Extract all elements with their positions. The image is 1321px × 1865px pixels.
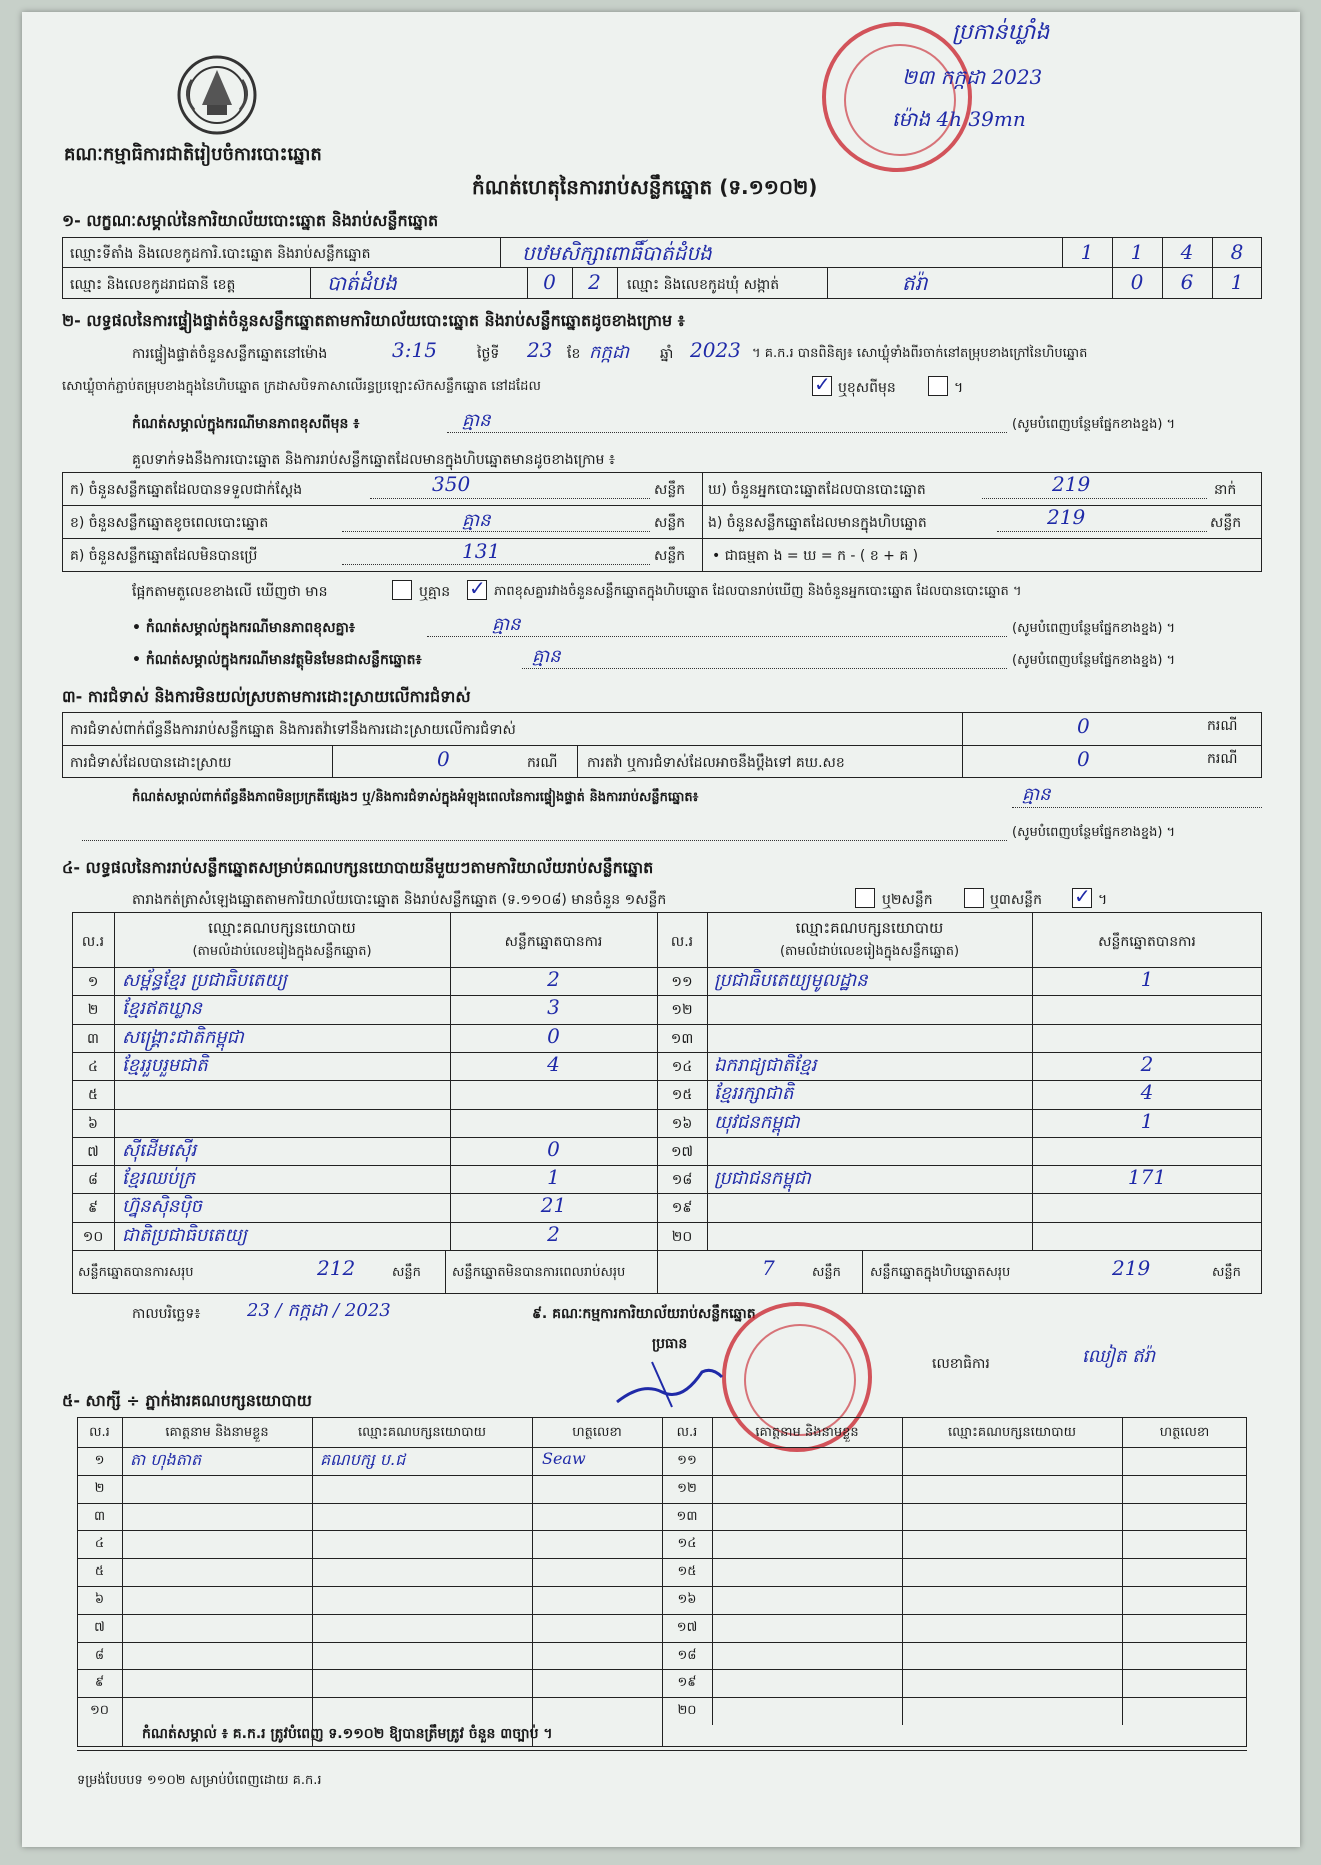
section2-heading: ២- លទ្ធផលនៃការផ្ទៀងផ្ទាត់ចំនួនសន្លឹកឆ្នោតតាមការិយាល័យបោះឆ្នោត និងរាប់សន្លឹកឆ្នោតដូចខាងក្រោម ៖: [62, 311, 685, 330]
party-row-no: ២: [87, 1002, 99, 1019]
row-c-value: 131: [462, 539, 501, 563]
witness-row-name: តា ហុងតាត: [130, 1450, 202, 1469]
row-d-value: 219: [1052, 472, 1091, 496]
total-valid-label: សន្លឹកឆ្នោតបានការសរុប: [78, 1265, 194, 1280]
party-col-no-right: ល.រ: [670, 934, 694, 950]
row-a-unit: សន្លឹក: [654, 482, 686, 498]
verify-text-c: ខែ: [567, 346, 581, 362]
form-type-note: ទម្រង់បែបបទ ១១០២ សម្រាប់បំពេញដោយ គ.ក.រ: [77, 1773, 322, 1788]
section4-heading: ៤- លទ្ធផលនៃការរាប់សន្លឹកឆ្នោតសម្រាប់គណបក្សនយោបាយនីមួយៗតាមការិយាល័យរាប់សន្លឹកឆ្នោត: [62, 858, 654, 877]
verify-month: កក្កដា: [589, 342, 629, 363]
party-row-name: ស៊ីដើមស៊ើរ: [122, 1139, 197, 1161]
witness-col-no-left: ល.រ: [89, 1425, 110, 1440]
party-row-name: យុវជនកម្ពុជា: [714, 1111, 800, 1133]
witness-row-no: ១: [94, 1453, 105, 1468]
note1-label: កំណត់សម្គាល់ក្នុងករណីមានភាពខុសពីមុន ៖: [132, 416, 360, 432]
receipt-note-line3: ម៉ោង 4h 39mn: [892, 107, 1026, 131]
party-row-name: ឯករាជ្យជាតិខ្មែរ: [714, 1054, 817, 1076]
commune-code-3: 1: [1230, 270, 1244, 294]
station-code-4: 8: [1230, 240, 1244, 264]
party-row-no: ១: [87, 974, 99, 990]
commune-value: ឥរ៉ា: [902, 271, 928, 295]
chair-label: ប្រធាន: [652, 1336, 688, 1352]
party-row-no: ១៥: [671, 1087, 693, 1104]
total-box-unit: សន្លឹក: [1212, 1265, 1241, 1280]
witness-row-no: ៩: [94, 1675, 105, 1691]
party-row-no: ៧: [87, 1143, 99, 1160]
difference-text-a: ផ្អែកតាមតួលេខខាងលើ ឃើញថា មាន: [132, 584, 328, 600]
objection-fill-hint: (សូមបំពេញបន្ថែមផ្នែកខាងខ្នង) ។: [1012, 825, 1176, 840]
party-row-no: ១៩: [671, 1200, 693, 1217]
party-col-no-left: ល.រ: [81, 934, 105, 950]
commune-code-2: 6: [1180, 270, 1194, 294]
witness-col-sign-left: ហត្ថលេខា: [572, 1425, 622, 1440]
section1-heading: ១- លក្ខណៈសម្គាល់នៃការិយាល័យបោះឆ្នោត និងរាប់សន្លឹកឆ្នោត: [62, 211, 439, 230]
witness-col-name-right: គោត្តនាម និងនាមខ្លួន: [755, 1425, 859, 1440]
note1-fill-hint: (សូមបំពេញបន្ថែមផ្នែកខាងខ្នង) ។: [1012, 417, 1176, 432]
party-col-name-sub-left: (តាមលំដាប់លេខរៀងក្នុងសន្លឹកឆ្នោត): [192, 944, 372, 959]
witness-row-signature: Seaw: [542, 1449, 586, 1468]
total-box-label: សន្លឹកឆ្នោតក្នុងហិបឆ្នោតសរុប: [870, 1265, 1011, 1280]
party-col-name-left: ឈ្មោះគណបក្សនយោបាយ: [208, 919, 356, 937]
row-b-unit: សន្លឹក: [654, 515, 686, 531]
row-b-label: ខ) ចំនួនសន្លឹកឆ្នោតខូចពេលបោះឆ្នោត: [70, 515, 269, 531]
party-col-name-sub-right: (តាមលំដាប់លេខរៀងក្នុងសន្លឹកឆ្នោត): [779, 944, 960, 959]
row-e-unit: សន្លឹក: [1210, 515, 1242, 531]
different-checkbox[interactable]: [928, 376, 948, 396]
objection-row1-value: 0: [1077, 714, 1090, 738]
total-invalid-label: សន្លឹកឆ្នោតមិនបានការពេលរាប់សរុប: [452, 1265, 626, 1280]
witness-row-no: ១៨: [677, 1647, 697, 1663]
witness-col-name-left: គោត្តនាម និងនាមខ្លួន: [165, 1425, 269, 1440]
note2-value: គ្មាន: [492, 614, 521, 635]
witness-row-no: ៤: [94, 1536, 105, 1552]
party-row-no: ១១: [671, 974, 693, 990]
witness-row-no: ១១: [677, 1453, 697, 1468]
party-row-no: ៥: [88, 1087, 98, 1104]
witness-row-no: ២០: [677, 1703, 697, 1719]
station-code-3: 4: [1180, 240, 1194, 264]
pages-3-checkbox[interactable]: [1072, 888, 1092, 908]
objection-row3-unit: ករណី: [1207, 751, 1238, 767]
province-value: បាត់ដំបង: [327, 271, 397, 295]
objection-row2-label: ការជំទាស់ដែលបានដោះស្រាយ: [70, 755, 232, 771]
difference-text-b: ឬគ្មាន: [419, 584, 451, 600]
party-row-name: សង្គ្រោះជាតិកម្ពុជា: [122, 1026, 244, 1048]
secretary-value: ឈៀត ឥរ៉ា: [1082, 1346, 1156, 1367]
total-valid-value: 212: [317, 1256, 356, 1280]
witness-col-party-right: ឈ្មោះគណបក្សនយោបាយ: [948, 1425, 1076, 1440]
station-code-2: 1: [1130, 240, 1144, 264]
party-row-no: ១៦: [671, 1115, 693, 1132]
party-row-name: ខ្មែររក្សាជាតិ: [714, 1083, 794, 1105]
difference-text-c: ភាពខុសគ្នារវាងចំនួនសន្លឹកឆ្នោតក្នុងហិបឆ្នោត ដែលបានរាប់ឃើញ និងចំនួនអ្នកបោះឆ្នោត ដែលបានបោះឆ្នោត ។: [494, 584, 1022, 599]
objection-row1-unit: ករណី: [1207, 718, 1238, 734]
receipt-note-line2: ២៣ កក្កដា 2023: [902, 65, 1043, 89]
party-row-no: ៤: [88, 1058, 98, 1075]
receipt-note-line1: ប្រកាន់ឃ្លាំង: [952, 20, 1050, 45]
note3-fill-hint: (សូមបំពេញបន្ថែមផ្នែកខាងខ្នង) ។: [1012, 653, 1176, 668]
agency-name: គណៈកម្មាធិការជាតិរៀបចំការបោះឆ្នោត: [64, 144, 322, 165]
row-a-value: 350: [432, 472, 471, 496]
party-row-no: ៦: [88, 1115, 98, 1132]
party-col-name-right: ឈ្មោះគណបក្សនយោបាយ: [795, 919, 944, 937]
objection-row2-unit: ករណី: [527, 755, 558, 771]
party-row-name: ជាតិប្រជាធិបតេយ្យ: [122, 1224, 247, 1246]
objection-note-value: គ្មាន: [1022, 784, 1051, 805]
party-row-votes: 0: [547, 1136, 560, 1161]
secretary-label: លេខាធិការ: [932, 1356, 990, 1372]
party-row-votes: 1: [1140, 1108, 1154, 1133]
commune-label: ឈ្មោះ និងលេខកូដឃុំ សង្កាត់: [627, 277, 780, 293]
row-b-value: គ្មាន: [462, 510, 491, 531]
party-col-votes-left: សន្លឹកឆ្នោតបានការ: [504, 934, 603, 950]
pages-opt2-label: ឬ២សន្លឹក: [882, 892, 933, 908]
witness-row-no: ១៤: [677, 1536, 697, 1552]
party-row-name: ខ្មែរឈប់ក្រ: [122, 1168, 196, 1190]
date-label: កាលបរិច្ឆេទ៖: [132, 1306, 201, 1322]
party-row-name: ប្រជាជនកម្ពុជា: [714, 1168, 811, 1190]
party-row-name: ខ្មែរឥតឃ្លាន: [122, 998, 202, 1020]
objection-row3-label: ការតវ៉ា ឬការជំទាស់ដែលអាចនឹងប្តឹងទៅ គឃ.សខ: [587, 755, 845, 771]
formula: • ជាធម្មតា ង = ឃ = ក - ( ខ + គ ): [712, 548, 919, 564]
verify-text-d: ឆ្នាំ: [660, 346, 674, 362]
witness-row-no: ៧: [94, 1619, 105, 1635]
commune-code-1: 0: [1130, 270, 1144, 294]
party-row-no: ៨: [88, 1172, 98, 1189]
verify-text-f: សោឃ្លុំចាក់ភ្ជាប់តម្រុបខាងក្នុងនៃហិបឆ្នោត ក្រដាសបិទភាសាលើរន្ធប្រឡោះស៊កសន្លឹកឆ្នោត នៅដដែល: [62, 379, 541, 394]
witness-row-no: ១៦: [677, 1592, 697, 1607]
province-code-1: 0: [543, 270, 556, 294]
party-row-votes: 2: [1140, 1051, 1154, 1076]
witness-row-no: ១៣: [676, 1508, 698, 1524]
party-row-votes: 21: [540, 1193, 567, 1218]
party-row-name: ហ្វ៊ុនស៊ិនប៉ិច: [122, 1196, 202, 1218]
party-row-votes: 0: [547, 1023, 560, 1048]
witness-row-no: ៥: [94, 1564, 105, 1580]
party-row-no: ១៤: [671, 1058, 693, 1075]
national-emblem-icon: [172, 50, 262, 140]
witness-col-sign-right: ហត្ថលេខា: [1159, 1425, 1210, 1440]
party-row-votes: 1: [547, 1165, 560, 1190]
objection-note-label: កំណត់សម្គាល់ពាក់ព័ន្ធនឹងភាពមិនប្រក្រតីផ្សេងៗ ឬ/និងការជំទាស់ក្នុងអំឡុងពេលនៃការផ្ទៀងផ្ទាត់ និងការរាប់សន្លឹកឆ្នោត៖: [132, 790, 699, 805]
party-row-votes: 171: [1127, 1165, 1167, 1190]
party-row-votes: 4: [547, 1051, 560, 1076]
section3-heading: ៣- ការជំទាស់ និងការមិនយល់ស្របតាមការដោះស្រាយលើការជំទាស់: [62, 687, 471, 706]
party-row-votes: 1: [1140, 967, 1154, 991]
witness-col-no-right: ល.រ: [676, 1425, 698, 1440]
note3-value: គ្មាន: [532, 646, 561, 667]
witness-row-no: ៨: [94, 1647, 105, 1663]
note3-label: • កំណត់សម្គាល់ក្នុងករណីមានវត្ថុមិនមែនជាសន្លឹកឆ្នោត៖: [132, 652, 422, 668]
pages-2-checkbox[interactable]: [964, 888, 984, 908]
party-row-votes: 2: [547, 967, 560, 991]
witness-row-no: ២: [94, 1480, 105, 1496]
party-row-name: ខ្មែររួបរួមជាតិ: [122, 1054, 208, 1076]
verify-day: 23: [527, 338, 553, 362]
party-col-votes-right: សន្លឹកឆ្នោតបានការ: [1098, 934, 1196, 950]
no-difference-checkbox[interactable]: [467, 580, 487, 600]
witness-row-no: ៣: [93, 1508, 106, 1524]
pages-text: តារាងកត់ត្រាសំឡេងឆ្នោតតាមការិយាល័យបោះឆ្នោត និងរាប់សន្លឹកឆ្នោត (ទ.១១០៨) មានចំនួន ១សន្លឹក: [132, 892, 667, 908]
total-invalid-unit: សន្លឹក: [812, 1265, 841, 1280]
party-row-no: ១៨: [671, 1172, 693, 1189]
intact-checkbox[interactable]: [812, 376, 832, 396]
party-row-votes: 4: [1140, 1080, 1154, 1105]
chair-signature-icon: [612, 1352, 732, 1412]
party-row-no: ២០: [671, 1228, 693, 1245]
row-e-value: 219: [1047, 505, 1086, 529]
station-name-value: បឋមសិក្សាពោធិ៍បាត់ដំបង: [522, 241, 712, 265]
station-code-1: 1: [1080, 240, 1094, 264]
party-row-name: ប្រជាធិបតេយ្យមូលដ្ឋាន: [714, 970, 868, 991]
verify-text-b: ថ្ងៃទី: [477, 346, 500, 362]
row-c-label: គ) ចំនួនសន្លឹកឆ្នោតដែលមិនបានប្រើ: [70, 548, 258, 564]
results-intro: គួលទាក់ទងនឹងការបោះឆ្នោត និងការរាប់សន្លឹកឆ្នោតដែលមានក្នុងហិបឆ្នោតមានដូចខាងក្រោម ៖: [132, 452, 616, 468]
row-a-label: ក) ចំនួនសន្លឹកឆ្នោតដែលបានទទួលជាក់ស្តែង: [70, 482, 303, 498]
witness-row-no: ១៧: [676, 1619, 698, 1635]
row-e-label: ង) ចំនួនសន្លឹកឆ្នោតដែលមានក្នុងហិបឆ្នោត: [708, 515, 927, 531]
objection-row2-value: 0: [437, 747, 450, 771]
party-row-no: ១៧: [670, 1143, 694, 1160]
verify-year: 2023: [690, 338, 741, 362]
party-row-no: ៣: [87, 1030, 99, 1047]
verify-time: 3:15: [392, 338, 437, 362]
total-valid-unit: សន្លឹក: [392, 1265, 421, 1280]
form-title: កំណត់ហេតុនៃការរាប់សន្លឹកឆ្នោត (ទ.១១០២): [472, 175, 818, 199]
party-row-no: ១៣: [670, 1030, 694, 1047]
note2-fill-hint: (សូមបំពេញបន្ថែមផ្នែកខាងខ្នង) ។: [1012, 621, 1176, 636]
note1-value: គ្មាន: [462, 410, 491, 431]
row-d-unit: នាក់: [1214, 482, 1237, 498]
party-row-no: ១០: [82, 1228, 104, 1245]
footer-note: កំណត់សម្គាល់ ៖ គ.ក.រ ត្រូវបំពេញ ទ.១១០២ ឱ្យបានត្រឹមត្រូវ ចំនួន ៣ច្បាប់ ។: [142, 1726, 553, 1742]
party-row-no: ៩: [88, 1200, 98, 1217]
party-row-votes: 3: [547, 995, 560, 1020]
or-different-label: ឬខុសពីមុន: [838, 380, 896, 396]
total-box-value: 219: [1112, 1256, 1151, 1280]
witness-row-no: ១៩: [677, 1675, 697, 1691]
has-difference-checkbox[interactable]: [392, 580, 412, 600]
row-c-unit: សន្លឹក: [654, 548, 686, 564]
official-stamp-top: [822, 22, 972, 172]
committee-label: ៩. គណៈកម្មការការិយាល័យរាប់សន្លឹកឆ្នោត: [532, 1306, 756, 1322]
verify-text-e: ។ គ.ក.រ បានពិនិត្យ៖ សោឃ្លុំទាំងពីរចាក់នៅតម្រុបខាងក្រៅនៃហិបឆ្នោត: [752, 346, 1088, 361]
row-d-label: ឃ) ចំនួនអ្នកបោះឆ្នោតដែលបានបោះឆ្នោត: [708, 482, 926, 498]
objection-row3-value: 0: [1077, 747, 1090, 771]
witness-row-party: គណបក្ស ប.ជ: [320, 1450, 406, 1469]
province-code-2: 2: [588, 270, 601, 294]
date-value: 23 / កក្កដា / 2023: [247, 1300, 391, 1321]
total-invalid-value: 7: [762, 1256, 775, 1280]
section5-heading: ៥- សាក្សី ÷ ភ្នាក់ងារគណបក្សនយោបាយ: [62, 1391, 312, 1410]
objection-row1-label: ការជំទាស់ពាក់ព័ន្ធនឹងការរាប់សន្លឹកឆ្នោត និងការតវ៉ាទៅនឹងការដោះស្រាយលើការជំទាស់: [70, 722, 516, 738]
verify-text-a: ការផ្ទៀងផ្ទាត់ចំនួនសន្លឹកឆ្នោតនៅម៉ោង: [132, 346, 328, 362]
document-page: គណៈកម្មាធិការជាតិរៀបចំការបោះឆ្នោត ប្រកាន់ឃ្លាំង ២៣ កក្កដា 2023 ម៉ោង 4h 39mn កំណត់ហេតុនៃការរាប់សន្លឹកឆ្នោត (ទ.១១០២) ១- លក្ខណៈសម្គាល់នៃការិយាល័យបោះឆ្នោត និងរាប់សន្លឹកឆ្នោត ឈ្មោះទីតាំង និងលេខកូដការិ.បោះឆ្នោត និងរាប់សន្លឹកឆ្នោត បឋមសិក្សាពោធិ៍បាត់ដំបង 1 1 4 8 ឈ្មោះ និងលេខកូដរាជធានី ខេត្ត បាត់ដំបង 0 2 ឈ្មោះ និងលេខកូដឃុំ សង្កាត់ ឥរ៉ា 0 6 1 ២- លទ្ធផលនៃការផ្ទៀងផ្ទាត់ចំនួនសន្លឹកឆ្នោតតាមការិយាល័យបោះឆ្នោត និងរាប់សន្លឹកឆ្នោតដូចខាងក្រោម ៖ ការផ្ទៀងផ្ទាត់ចំនួនសន្លឹកឆ្នោតនៅម៉ោង 3:15 ថ្ងៃទី 23 ខែ កក្កដា ឆ្នាំ 2023 ។ គ.ក.រ បានពិនិត្យ៖ សោឃ្លុំទាំងពីរចាក់នៅតម្រុបខាងក្រៅនៃហិបឆ្នោត សោឃ្លុំចាក់ភ្ជាប់តម្រុបខាងក្នុងនៃហិបឆ្នោត ក្រដាសបិទភាសាលើរន្ធប្រឡោះស៊កសន្លឹកឆ្នោត នៅដដែល ✓ ឬខុសពីមុន ។ កំណត់សម្គាល់ក្នុងករណីមានភាពខុសពីមុន ៖ គ្មាន (សូមបំពេញបន្ថែមផ្នែកខាងខ្នង) ។ គួលទាក់ទងនឹងការបោះឆ្នោត និងការរាប់សន្លឹកឆ្នោតដែលមានក្នុងហិបឆ្នោតមានដូចខាងក្រោម ៖ ក) ចំនួនសន្លឹកឆ្នោតដែលបានទទួលជាក់ស្តែង 350 សន្លឹក ឃ) ចំនួនអ្នកបោះឆ្នោតដែលបានបោះឆ្នោត 219 នាក់ ខ) ចំនួនសន្លឹកឆ្នោតខូចពេលបោះឆ្នោត គ្មាន សន្លឹក ង) ចំនួនសន្លឹកឆ្នោតដែលមានក្នុងហិបឆ្នោត 219 សន្លឹក គ) ចំនួនសន្លឹកឆ្នោតដែលមិនបានប្រើ 131 សន្លឹក • ជាធម្មតា ង = ឃ = ក - ( ខ + គ ) ផ្អែកតាមតួលេខខាងលើ ឃើញថា មាន ឬគ្មាន ✓ ភាពខុសគ្នារវាងចំនួនសន្លឹកឆ្នោតក្នុងហិបឆ្នោត ដែលបានរាប់ឃើញ និងចំនួនអ្នកបោះឆ្នោត ដែលបានបោះឆ្នោត ។ • កំណត់សម្គាល់ក្នុងករណីមានភាពខុសគ្នា៖ គ្មាន (សូមបំពេញបន្ថែមផ្នែកខាងខ្នង) ។ • កំណត់សម្គាល់ក្នុងករណីមានវត្ថុមិនមែនជាសន្លឹកឆ្នោត៖ គ្មាន (សូមបំពេញបន្ថែមផ្នែកខាងខ្នង) ។ ៣- ការជំទាស់ និងការមិនយល់ស្របតាមការដោះស្រាយលើការជំទាស់ ការជំទាស់ពាក់ព័ន្ធនឹងការរាប់សន្លឹកឆ្នោត និងការតវ៉ាទៅនឹងការដោះស្រាយលើការជំទាស់ 0 ករណី ការជំទាស់ដែលបានដោះស្រាយ 0 ករណី ការតវ៉ា ឬការជំទាស់ដែលអាចនឹងប្តឹងទៅ គឃ.សខ 0 ករណី កំណត់សម្គាល់ពាក់ព័ន្ធនឹងភាពមិនប្រក្រតីផ្សេងៗ ឬ/និងការជំទាស់ក្នុងអំឡុងពេលនៃការផ្ទៀងផ្ទាត់ និងការរាប់សន្លឹកឆ្នោត៖ គ្មាន (សូមបំពេញបន្ថែមផ្នែកខាងខ្នង) ។ ៤- លទ្ធផលនៃការរាប់សន្លឹកឆ្នោតសម្រាប់គណបក្សនយោបាយនីមួយៗតាមការិយាល័យរាប់សន្លឹកឆ្នោត តារាងកត់ត្រាសំឡេងឆ្នោតតាមការិយាល័យបោះឆ្នោត និងរាប់សន្លឹកឆ្នោត (ទ.១១០៨) មានចំនួន ១សន្លឹក ឬ២សន្លឹក ឬ៣សន្លឹក ✓ ។ ល.រ ឈ្មោះគណបក្សនយោបាយ (តាមលំដាប់លេខរៀងក្នុងសន្លឹកឆ្នោត) សន្លឹកឆ្នោតបានការ ល.រ ឈ្មោះគណបក្សនយោបាយ (តាមលំដាប់លេខរៀងក្នុងសន្លឹកឆ្នោត) សន្លឹកឆ្នោតបានការ ១ សម្ព័ន្ធខ្មែរ ប្រជាធិបតេយ្យ 2 ២ ខ្មែរឥតឃ្លាន 3 ៣ សង្គ្រោះជាតិកម្ពុជា 0 ៤ ខ្មែររួបរួមជាតិ 4 ៥ ៦ ៧ ស៊ីដើមស៊ើរ 0 ៨ ខ្មែរឈប់ក្រ 1 ៩ ហ្វ៊ុនស៊ិនប៉ិច 21 ១០ ជាតិប្រជាធិបតេយ្យ 2 ១១ ប្រជាធិបតេយ្យមូលដ្ឋាន 1 ១២ ១៣ ១៤ ឯករាជ្យជាតិខ្មែរ 2 ១៥ ខ្មែររក្សាជាតិ 4 ១៦ យុវជនកម្ពុជា 1 ១៧ ១៨ ប្រជាជនកម្ពុជា 171 ១៩ ២០ សន្លឹកឆ្នោតបានការសរុប 212 សន្លឹក សន្លឹកឆ្នោតមិនបានការពេលរាប់សរុប 7 សន្លឹក សន្លឹកឆ្នោតក្នុងហិបឆ្នោតសរុប 219 សន្លឹក កាលបរិច្ឆេទ៖ 23 / កក្កដា / 2023 ៩. គណៈកម្មការការិយាល័យរាប់សន្លឹកឆ្នោត ប្រធាន លេខាធិការ ឈៀត ឥរ៉ា ៥- សាក្សី ÷ ភ្នាក់ងារគណបក្សនយោបាយ ល.រ គោត្តនាម និងនាមខ្លួន ឈ្មោះគណបក្សនយោបាយ ហត្ថលេខា ល.រ គោត្តនាម និងនាមខ្លួន ឈ្មោះគណបក្សនយោបាយ ហត្ថលេខា ១ តា ហុងតាត គណបក្ស ប.ជ Seaw ២ ៣ ៤ ៥ ៦ ៧ ៨ ៩ ១០ ១១ ១២ ១៣ ១៤ ១៥ ១៦ ១៧ ១៨ ១៩ ២០ កំណត់សម្គាល់ ៖ គ.ក.រ ត្រូវបំពេញ ទ.១១០២ ឱ្យបានត្រឹមត្រូវ ចំនួន ៣ច្បាប់ ។ ទម្រង់បែបបទ ១១០២ សម្រាប់បំពេញដោយ គ.ក.រ: [22, 12, 1300, 1847]
party-row-name: សម្ព័ន្ធខ្មែរ ប្រជាធិបតេយ្យ: [122, 970, 287, 991]
province-label: ឈ្មោះ និងលេខកូដរាជធានី ខេត្ត: [70, 277, 236, 293]
witness-row-no: ១២: [677, 1480, 697, 1496]
station-label: ឈ្មោះទីតាំង និងលេខកូដការិ.បោះឆ្នោត និងរាប់សន្លឹកឆ្នោត: [70, 246, 371, 262]
witness-col-party-left: ឈ្មោះគណបក្សនយោបាយ: [358, 1425, 486, 1440]
witness-row-no: ១៥: [677, 1564, 697, 1580]
pages-1-checkbox[interactable]: [855, 888, 875, 908]
witness-row-no: ៦: [94, 1592, 105, 1607]
note2-label: • កំណត់សម្គាល់ក្នុងករណីមានភាពខុសគ្នា៖: [132, 620, 356, 636]
witness-row-no: ១០: [89, 1703, 110, 1719]
pages-opt3-label: ឬ៣សន្លឹក: [990, 892, 1042, 908]
party-row-no: ១២: [671, 1002, 693, 1019]
party-row-votes: 2: [547, 1221, 560, 1246]
